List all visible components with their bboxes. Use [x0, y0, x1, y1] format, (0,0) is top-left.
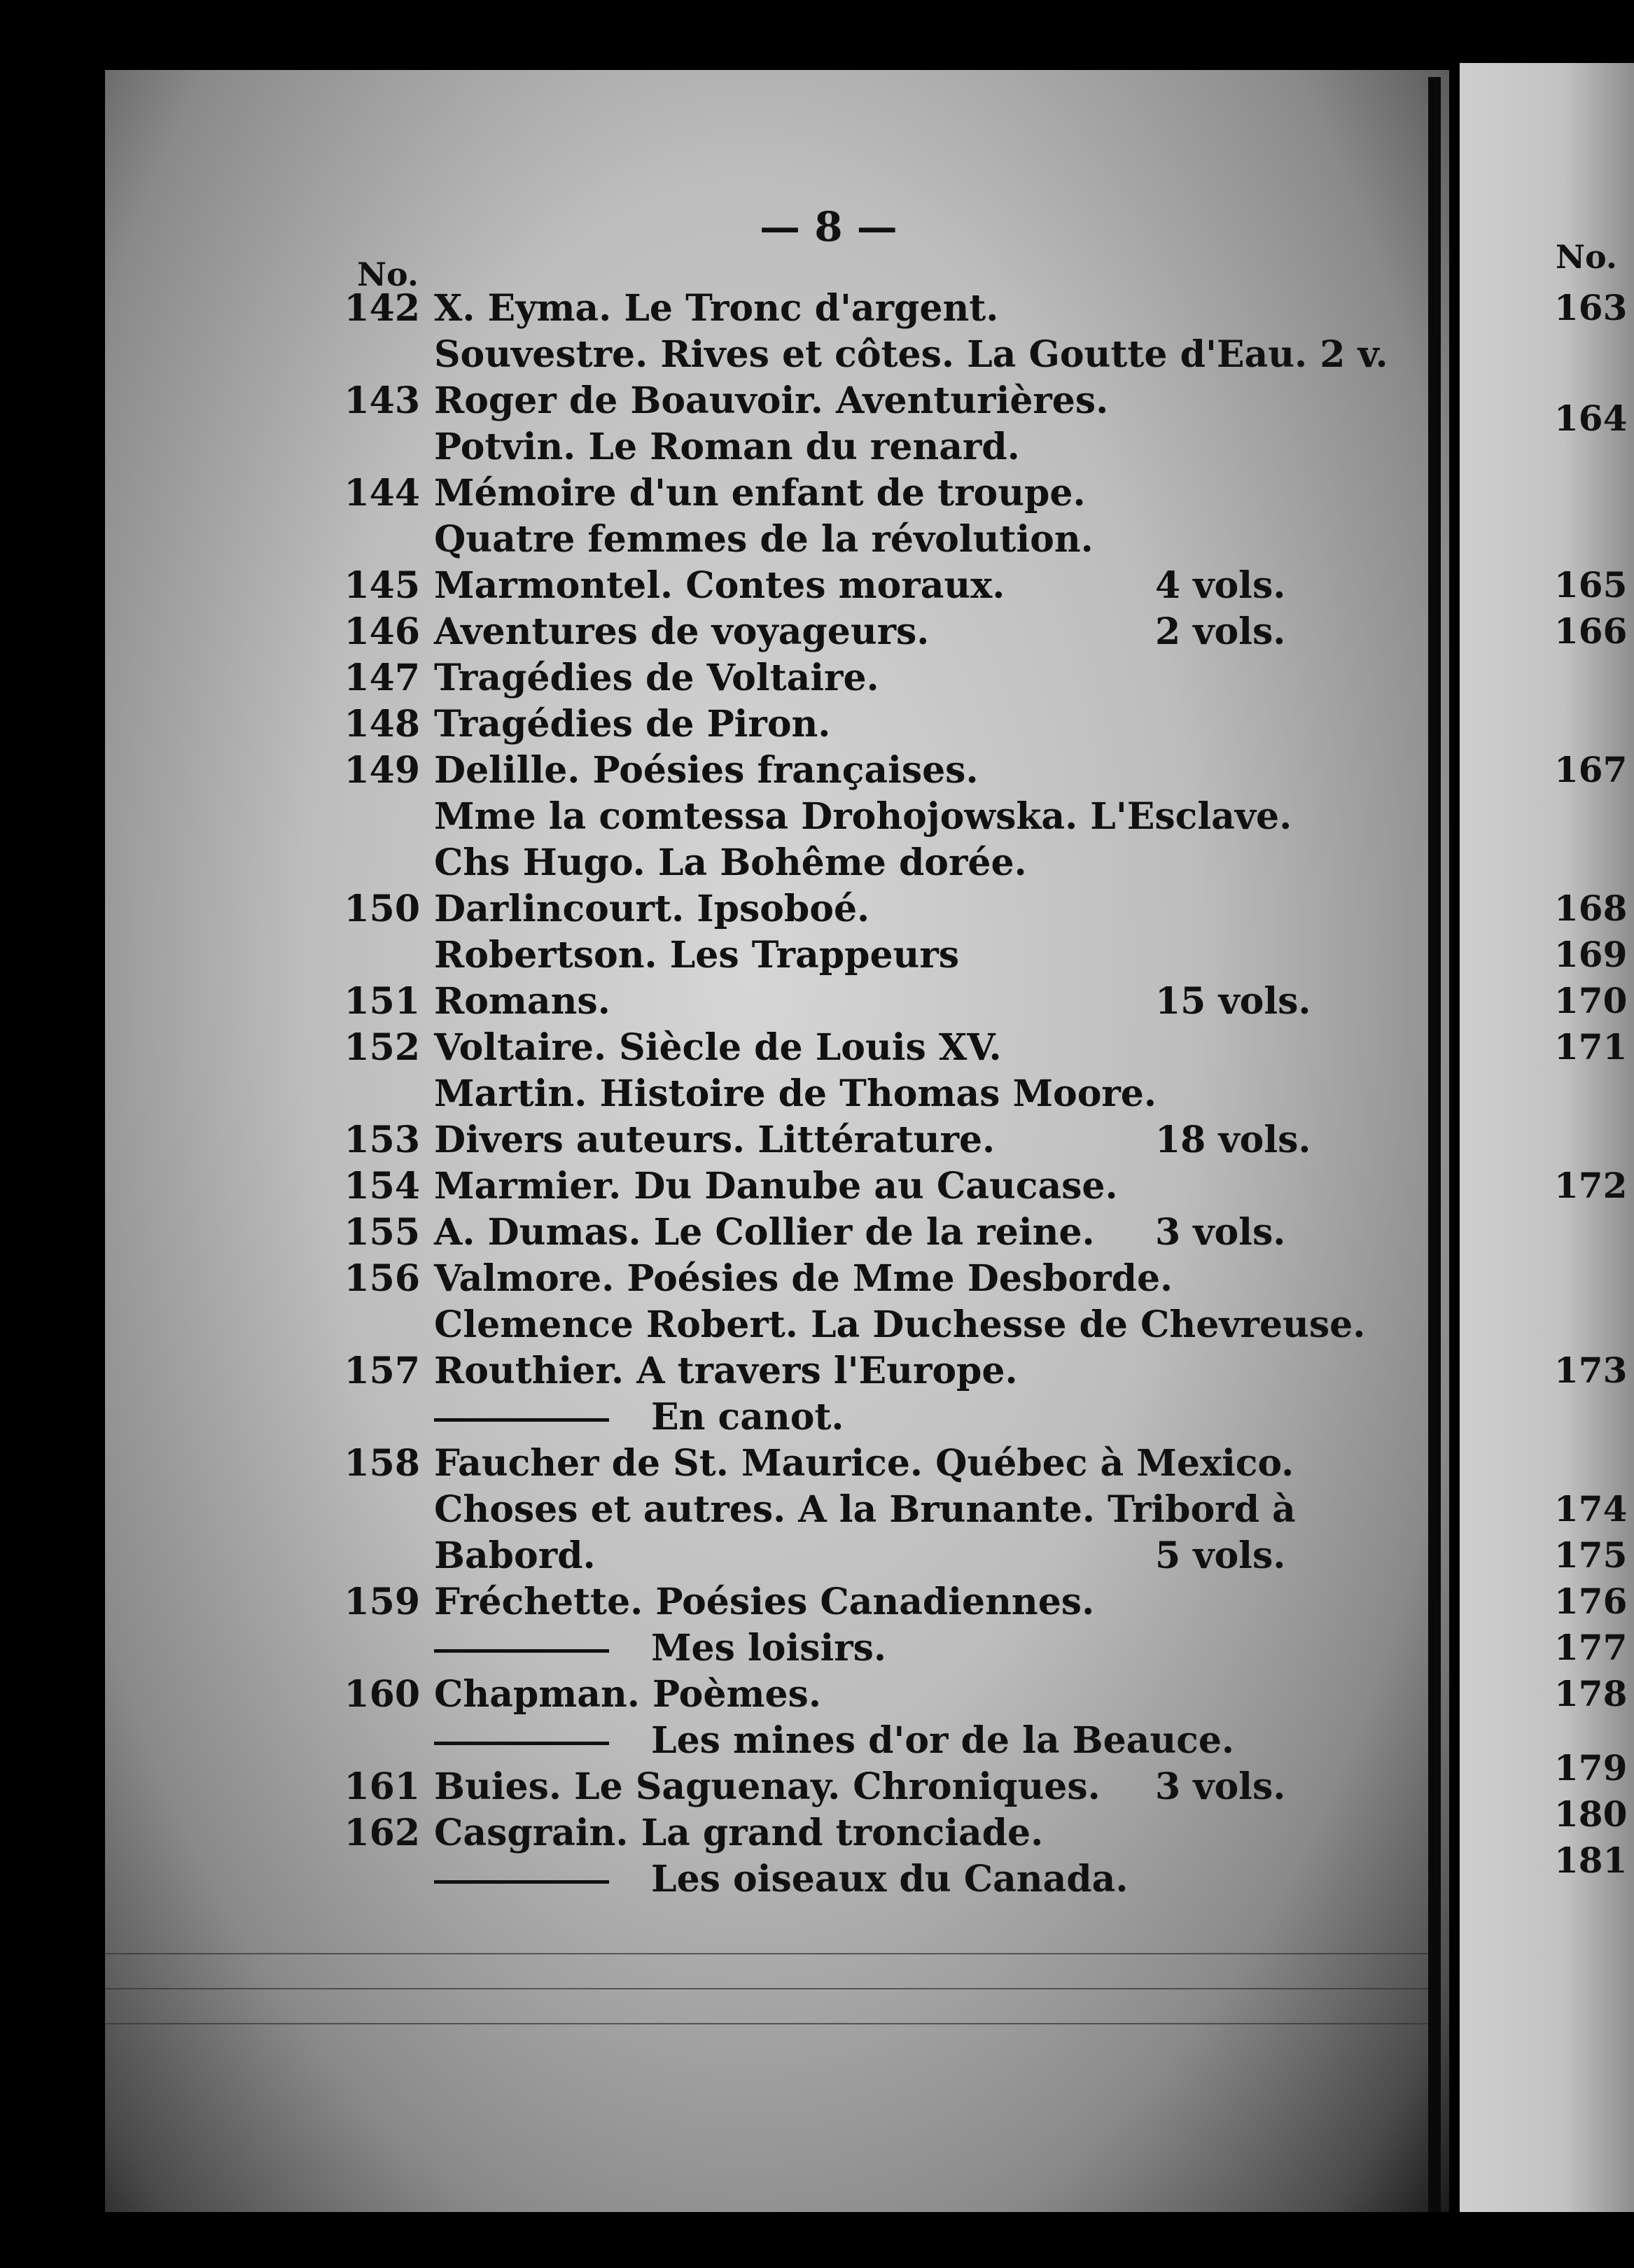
- entry-title: [434, 1257, 1173, 1300]
- catalog-row: [329, 703, 1309, 749]
- entry-number: 145: [344, 564, 420, 607]
- entry-number: 160: [344, 1673, 420, 1716]
- right-entry-number: 172: [1554, 1165, 1628, 1206]
- entry-title: [434, 657, 879, 699]
- entry-number: 158: [344, 1442, 420, 1485]
- right-entry-number: 167: [1554, 749, 1628, 790]
- right-entry-number: 174: [1554, 1488, 1628, 1530]
- entry-text: Divers auteurs. Littérature.: [434, 1119, 996, 1161]
- catalog-row: [329, 795, 1309, 841]
- entry-number: 161: [344, 1765, 420, 1808]
- entry-text: Les mines d'or de la Beauce.: [651, 1719, 1235, 1762]
- entry-text: Robertson. Les Trappeurs: [434, 934, 960, 976]
- entry-title: [434, 888, 870, 930]
- right-entry-number: 169: [1554, 934, 1628, 975]
- entry-volumes: 4 vols.: [1155, 564, 1286, 607]
- entry-number: 153: [344, 1119, 420, 1161]
- entry-text: Chapman. Poèmes.: [434, 1673, 821, 1716]
- entry-title: [434, 518, 1094, 561]
- entry-volumes: 3 vols.: [1155, 1211, 1286, 1254]
- entry-title: [434, 841, 1027, 884]
- page-right-edge: [1460, 63, 1634, 2212]
- entry-title: [434, 287, 998, 330]
- ditto-dash: [434, 1418, 609, 1422]
- page-number: — 8 —: [760, 203, 898, 251]
- right-entry-number: 171: [1554, 1026, 1628, 1068]
- entry-title: [434, 1719, 1234, 1762]
- ruled-line: [105, 2023, 1428, 2024]
- ruled-line: [105, 1953, 1428, 1954]
- entry-number: 150: [344, 888, 420, 930]
- catalog-row: [329, 1673, 1309, 1719]
- right-entry-number: 179: [1554, 1746, 1628, 1788]
- catalog-row: [329, 657, 1309, 703]
- entry-number: 159: [344, 1581, 420, 1623]
- entry-title: [434, 1211, 1095, 1254]
- entry-text: A. Dumas. Le Collier de la reine.: [434, 1211, 1095, 1254]
- catalog-row: [329, 934, 1309, 980]
- entry-title: [434, 1026, 1002, 1069]
- catalog-row: [329, 610, 1309, 657]
- entry-title: [434, 703, 830, 746]
- entry-title: [434, 1581, 1094, 1623]
- right-entry-number: 173: [1554, 1350, 1628, 1391]
- entry-number: 157: [344, 1350, 420, 1392]
- entry-text: En canot.: [651, 1396, 844, 1438]
- entry-text: Aventures de voyageurs.: [434, 610, 930, 653]
- entry-volumes: 5 vols.: [1155, 1534, 1286, 1577]
- entry-title: [434, 1858, 1128, 1900]
- entry-title: [434, 1534, 596, 1577]
- entry-number: 162: [344, 1812, 420, 1854]
- entry-text: Choses et autres. A la Brunante. Tribord à: [434, 1488, 1296, 1531]
- entry-title: [434, 564, 1005, 607]
- entry-text: Romans.: [434, 980, 610, 1023]
- entry-text: Potvin. Le Roman du renard.: [434, 426, 1020, 468]
- catalog-row: [329, 472, 1309, 518]
- entry-title: [434, 1396, 844, 1438]
- catalog-row: [329, 379, 1309, 426]
- ditto-dash: [434, 1649, 609, 1653]
- entry-text: Mes loisirs.: [651, 1627, 887, 1670]
- right-entry-number: 175: [1554, 1534, 1628, 1576]
- catalog-row: [329, 1581, 1309, 1627]
- right-entry-number: 170: [1554, 980, 1628, 1021]
- ditto-dash: [434, 1742, 609, 1745]
- entry-title: [434, 1765, 1101, 1808]
- catalog-row: [329, 1303, 1366, 1350]
- entry-number: 148: [344, 703, 420, 746]
- catalog-row: [329, 1072, 1309, 1119]
- right-entry-number: 178: [1554, 1673, 1628, 1714]
- catalog-row: [329, 1627, 1309, 1673]
- entry-title: [434, 1488, 1296, 1531]
- entry-text: Souvestre. Rives et côtes. La Goutte d'Eau. 2 v.: [434, 333, 1388, 376]
- entry-text: Voltaire. Siècle de Louis XV.: [434, 1026, 1002, 1069]
- catalog-row: [329, 1534, 1309, 1581]
- entry-number: 154: [344, 1165, 420, 1208]
- entry-title: [434, 1350, 1018, 1392]
- entry-text: Martin. Histoire de Thomas Moore.: [434, 1072, 1157, 1115]
- catalog-row: [329, 1858, 1309, 1904]
- catalog-row: [329, 564, 1309, 610]
- catalog-row: [329, 1350, 1309, 1396]
- entry-text: Valmore. Poésies de Mme Desborde.: [434, 1257, 1173, 1300]
- entry-text: Mémoire d'un enfant de troupe.: [434, 472, 1086, 514]
- entry-text: Chs Hugo. La Bohême dorée.: [434, 841, 1027, 884]
- right-entry-number: 166: [1554, 610, 1628, 652]
- entry-number: 152: [344, 1026, 420, 1069]
- entry-title: [434, 795, 1292, 838]
- entry-number: 151: [344, 980, 420, 1023]
- catalog-row: [329, 1719, 1309, 1765]
- entry-title: [434, 749, 979, 792]
- entry-text: Les oiseaux du Canada.: [651, 1858, 1129, 1900]
- column-header-left: No.: [357, 255, 419, 293]
- entry-title: [434, 1442, 1294, 1485]
- entry-text: Casgrain. La grand tronciade.: [434, 1812, 1044, 1854]
- entry-number: 156: [344, 1257, 420, 1300]
- entry-title: [434, 379, 1108, 422]
- entry-number: 144: [344, 472, 420, 514]
- catalog-row: [329, 1211, 1309, 1257]
- entry-number: 143: [344, 379, 420, 422]
- catalog-row: [329, 333, 1388, 379]
- entry-title: [434, 1812, 1043, 1854]
- entry-number: 147: [344, 657, 420, 699]
- catalog-row: [329, 1765, 1309, 1812]
- entry-text: Tragédies de Voltaire.: [434, 657, 879, 699]
- entry-text: Fréchette. Poésies Canadiennes.: [434, 1581, 1095, 1623]
- catalog-row: [329, 1488, 1309, 1534]
- entry-title: [434, 610, 929, 653]
- catalog-row: [329, 980, 1309, 1026]
- entry-number: 155: [344, 1211, 420, 1254]
- entry-title: [434, 1627, 886, 1670]
- catalog-row: [329, 1026, 1309, 1072]
- entry-title: [434, 1303, 1365, 1346]
- right-entry-number: 165: [1554, 564, 1628, 606]
- entry-text: Roger de Boauvoir. Aventurières.: [434, 379, 1109, 422]
- ruled-line: [105, 1988, 1428, 1989]
- right-entry-number: 177: [1554, 1627, 1628, 1668]
- right-entry-number: 163: [1554, 287, 1628, 328]
- right-entry-number: 180: [1554, 1793, 1628, 1835]
- catalog-row: [329, 749, 1309, 795]
- entry-volumes: 3 vols.: [1155, 1765, 1286, 1808]
- catalog-row: [329, 1812, 1309, 1858]
- catalog-row: [329, 1396, 1309, 1442]
- catalog-entries: [329, 287, 1388, 1904]
- entry-volumes: 2 vols.: [1155, 610, 1286, 653]
- right-entry-number: 176: [1554, 1581, 1628, 1622]
- entry-volumes: 15 vols.: [1155, 980, 1311, 1023]
- entry-number: 142: [344, 287, 420, 330]
- catalog-row: [329, 426, 1309, 472]
- catalog-row: [329, 518, 1309, 564]
- catalog-row: [329, 888, 1309, 934]
- entry-text: Marmier. Du Danube au Caucase.: [434, 1165, 1118, 1208]
- entry-title: [434, 934, 959, 976]
- column-header-right: No.: [1556, 238, 1617, 276]
- ditto-dash: [434, 1880, 609, 1884]
- entry-title: [434, 426, 1020, 468]
- entry-text: Faucher de St. Maurice. Québec à Mexico.: [434, 1442, 1294, 1485]
- entry-title: [434, 1119, 995, 1161]
- entry-text: Routhier. A travers l'Europe.: [434, 1350, 1018, 1392]
- catalog-row: [329, 1119, 1309, 1165]
- right-entry-number: 164: [1554, 398, 1628, 440]
- entry-number: 149: [344, 749, 420, 792]
- entry-text: Delille. Poésies françaises.: [434, 749, 979, 792]
- entry-text: Mme la comtessa Drohojowska. L'Esclave.: [434, 795, 1292, 838]
- right-entry-number: 168: [1554, 888, 1628, 929]
- entry-title: [434, 1072, 1157, 1115]
- catalog-row: [329, 287, 1309, 333]
- entry-text: Darlincourt. Ipsoboé.: [434, 888, 870, 930]
- entry-text: Babord.: [434, 1534, 596, 1577]
- entry-text: Clemence Robert. La Duchesse de Chevreuse.: [434, 1303, 1366, 1346]
- entry-volumes: 18 vols.: [1155, 1119, 1311, 1161]
- entry-text: X. Eyma. Le Tronc d'argent.: [434, 287, 999, 330]
- catalog-row: [329, 1442, 1309, 1488]
- entry-title: [434, 1673, 821, 1716]
- entry-title: [434, 472, 1086, 514]
- entry-number: 146: [344, 610, 420, 653]
- entry-text: Marmontel. Contes moraux.: [434, 564, 1005, 607]
- entry-text: Quatre femmes de la révolution.: [434, 518, 1094, 561]
- entry-title: [434, 333, 1388, 376]
- page-gutter: [1428, 77, 1441, 2212]
- catalog-row: [329, 1257, 1309, 1303]
- entry-title: [434, 980, 610, 1023]
- catalog-row: [329, 841, 1309, 888]
- entry-text: Tragédies de Piron.: [434, 703, 831, 746]
- catalog-row: [329, 1165, 1309, 1211]
- entry-text: Buies. Le Saguenay. Chroniques.: [434, 1765, 1101, 1808]
- right-entry-number: 181: [1554, 1839, 1628, 1881]
- entry-title: [434, 1165, 1118, 1208]
